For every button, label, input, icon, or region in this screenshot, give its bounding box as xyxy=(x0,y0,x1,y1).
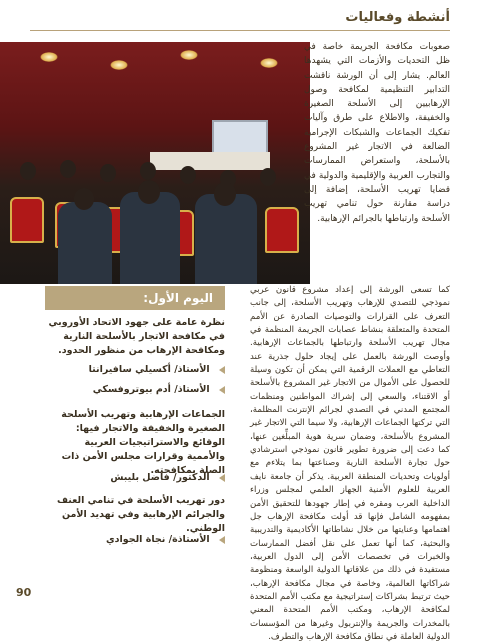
page-number: 90 xyxy=(16,586,32,599)
speaker-name: الدكتور/ فاضل بليبش xyxy=(110,472,210,483)
arrow-icon xyxy=(219,536,225,544)
attendee xyxy=(74,188,94,210)
conference-photo xyxy=(0,42,310,284)
attendee-suit xyxy=(195,194,257,284)
attendee xyxy=(100,164,116,182)
chair xyxy=(10,197,44,243)
chandelier-light xyxy=(260,58,278,68)
speaker-name: الأستاذة/ نجاة الجوادي xyxy=(105,534,210,545)
chandelier-light xyxy=(40,52,58,62)
attendee-suit xyxy=(58,202,112,284)
chandelier-light xyxy=(180,50,198,60)
attendee xyxy=(260,168,276,186)
projector-screen xyxy=(212,120,268,156)
day-label: اليوم الأول: xyxy=(45,286,225,310)
arrow-icon xyxy=(219,366,225,374)
attendee xyxy=(60,160,76,178)
speaker-item xyxy=(45,384,225,400)
attendee xyxy=(180,166,196,184)
session-title: الجماعات الإرهابية وتهريب الأسلحة الصغيرة والخفيفة والاتجار فيها: الوقائع والاستراتيجيات العربية والأممية وقرارات مجلس الأمن ذات الصلة بمكافحته. xyxy=(61,409,225,476)
article-text-upper: صعوبات مكافحة الجريمة خاصة في ظل التحديات والأزمات التي يشهدها العالم. يشار إلى أن الورشة ناقشت التدابير التنظيمية لمكافحة وصول الإرهابيين إلى الأسلحة الصغيرة والخفيفة، والاطلاع على طرق وآليات تفكيك الجماعات والشبكات الإجرامية الضالعة في الاتجار غير المشروع بالأسلحة، واستعراض الممارسات والتجارب العربية والإقليمية والدولية في قضايا تهريب الأسلحة، إضافة إلى دراسة مقارنة حول تنامي تهريب الأسلحة وارتباطها بالجرائم الإرهابية. xyxy=(304,42,450,224)
speaker-item xyxy=(45,364,225,380)
chair xyxy=(265,207,299,253)
attendee xyxy=(214,182,236,206)
arrow-icon xyxy=(219,386,225,394)
section-title: أنشطة وفعاليات xyxy=(345,10,450,25)
header-rule xyxy=(30,30,450,31)
attendee-suit xyxy=(120,192,180,284)
program-sidebar xyxy=(45,286,225,598)
speaker-name: الأستاذ/ أكسيلي سافيرانتا xyxy=(88,364,210,375)
attendee xyxy=(138,180,160,204)
chandelier-light xyxy=(110,60,128,70)
attendee xyxy=(20,162,36,180)
attendee xyxy=(140,162,156,180)
head-table xyxy=(150,152,270,170)
session-title: نظرة عامة على جهود الاتحاد الأوروبي في مكافحة الاتجار بالأسلحة النارية ومكافحة الإرهاب من منظور الحدود. xyxy=(48,317,225,356)
arrow-icon xyxy=(219,474,225,482)
speaker-item xyxy=(45,534,225,550)
session-title: دور تهريب الأسلحة في تنامي العنف والجرائم الإرهابية وفي تهديد الأمن الوطني. xyxy=(56,495,225,534)
article-text-lower: كما تسعى الورشة إلى إعداد مشروع قانون عربي نموذجي للتصدي للإرهاب وتهريب الأسلحة، إلى جانب التعرف على القرارات والتوصيات الصادرة عن الأمم المتحدة والمتعلقة بنشاط عصابات الجريمة المنظمة في مجال تهريب الأسلحة وارتباطها بالجماعات الإرهابية. وأوصت الورشة بالعمل على إيجاد حلول جذرية عند التعاطي مع العملات الرقمية التي يمكن أن تكون وسيلة للحصول على الأموال من الاتجار غير المشروع بالأسلحة أو الاقتناء، والسعي إلى إشراك المواطنين ومنظمات المجتمع المدني في التصدي لجرائم الإنترنت المظلمة، التي تركتها الجماعات الإرهابية، ولا سيما التي الاتجار غير المشروع بالأسلحة، وضمان سرية هوية المبلِّغين عنها، كما دعت إلى ضرورة تطوير قانون نموذجي استرشادي حول تجارة الأسلحة النارية وصناعتها بما يتلاءم مع أولويات وتحديات المنطقة العربية. يذكر أن جامعة نايف العربية للعلوم الأمنية الجهاز العلمي لمجلس وزراء الداخلية العرب ومقره في إطار جهودها للتحقيق الأمن بمفهومه الشامل فإنها قد أولت مكافحة الإرهاب جل اهتمامها وعنايتها من خلال نشاطاتها الأكاديمية والتدريبية والبحثية، كما أنها تعمل على نقل أفضل الممارسات والخبرات في تخصصات الأمن إلى الدول العربية، مستفيدة في ذلك من علاقاتها الدولية الواسعة ومنظومة شراكاتها العالمية، وخاصة في مجال مكافحة الإرهاب، حيث ترتبط بشراكات إستراتيجية مع مكتب الأمم المتحدة لمكافحة الإرهاب، ومكتب الأمم المتحدة المعني بالمخدرات والجريمة والإنتربول وغيرها من المؤسسات الدولية العاملة في نطاق مكافحة الإرهاب والتطرف. xyxy=(250,285,450,642)
speaker-name: الأستاذ/ أدم بيوتروفسكي xyxy=(92,384,210,395)
speaker-item xyxy=(45,472,225,488)
